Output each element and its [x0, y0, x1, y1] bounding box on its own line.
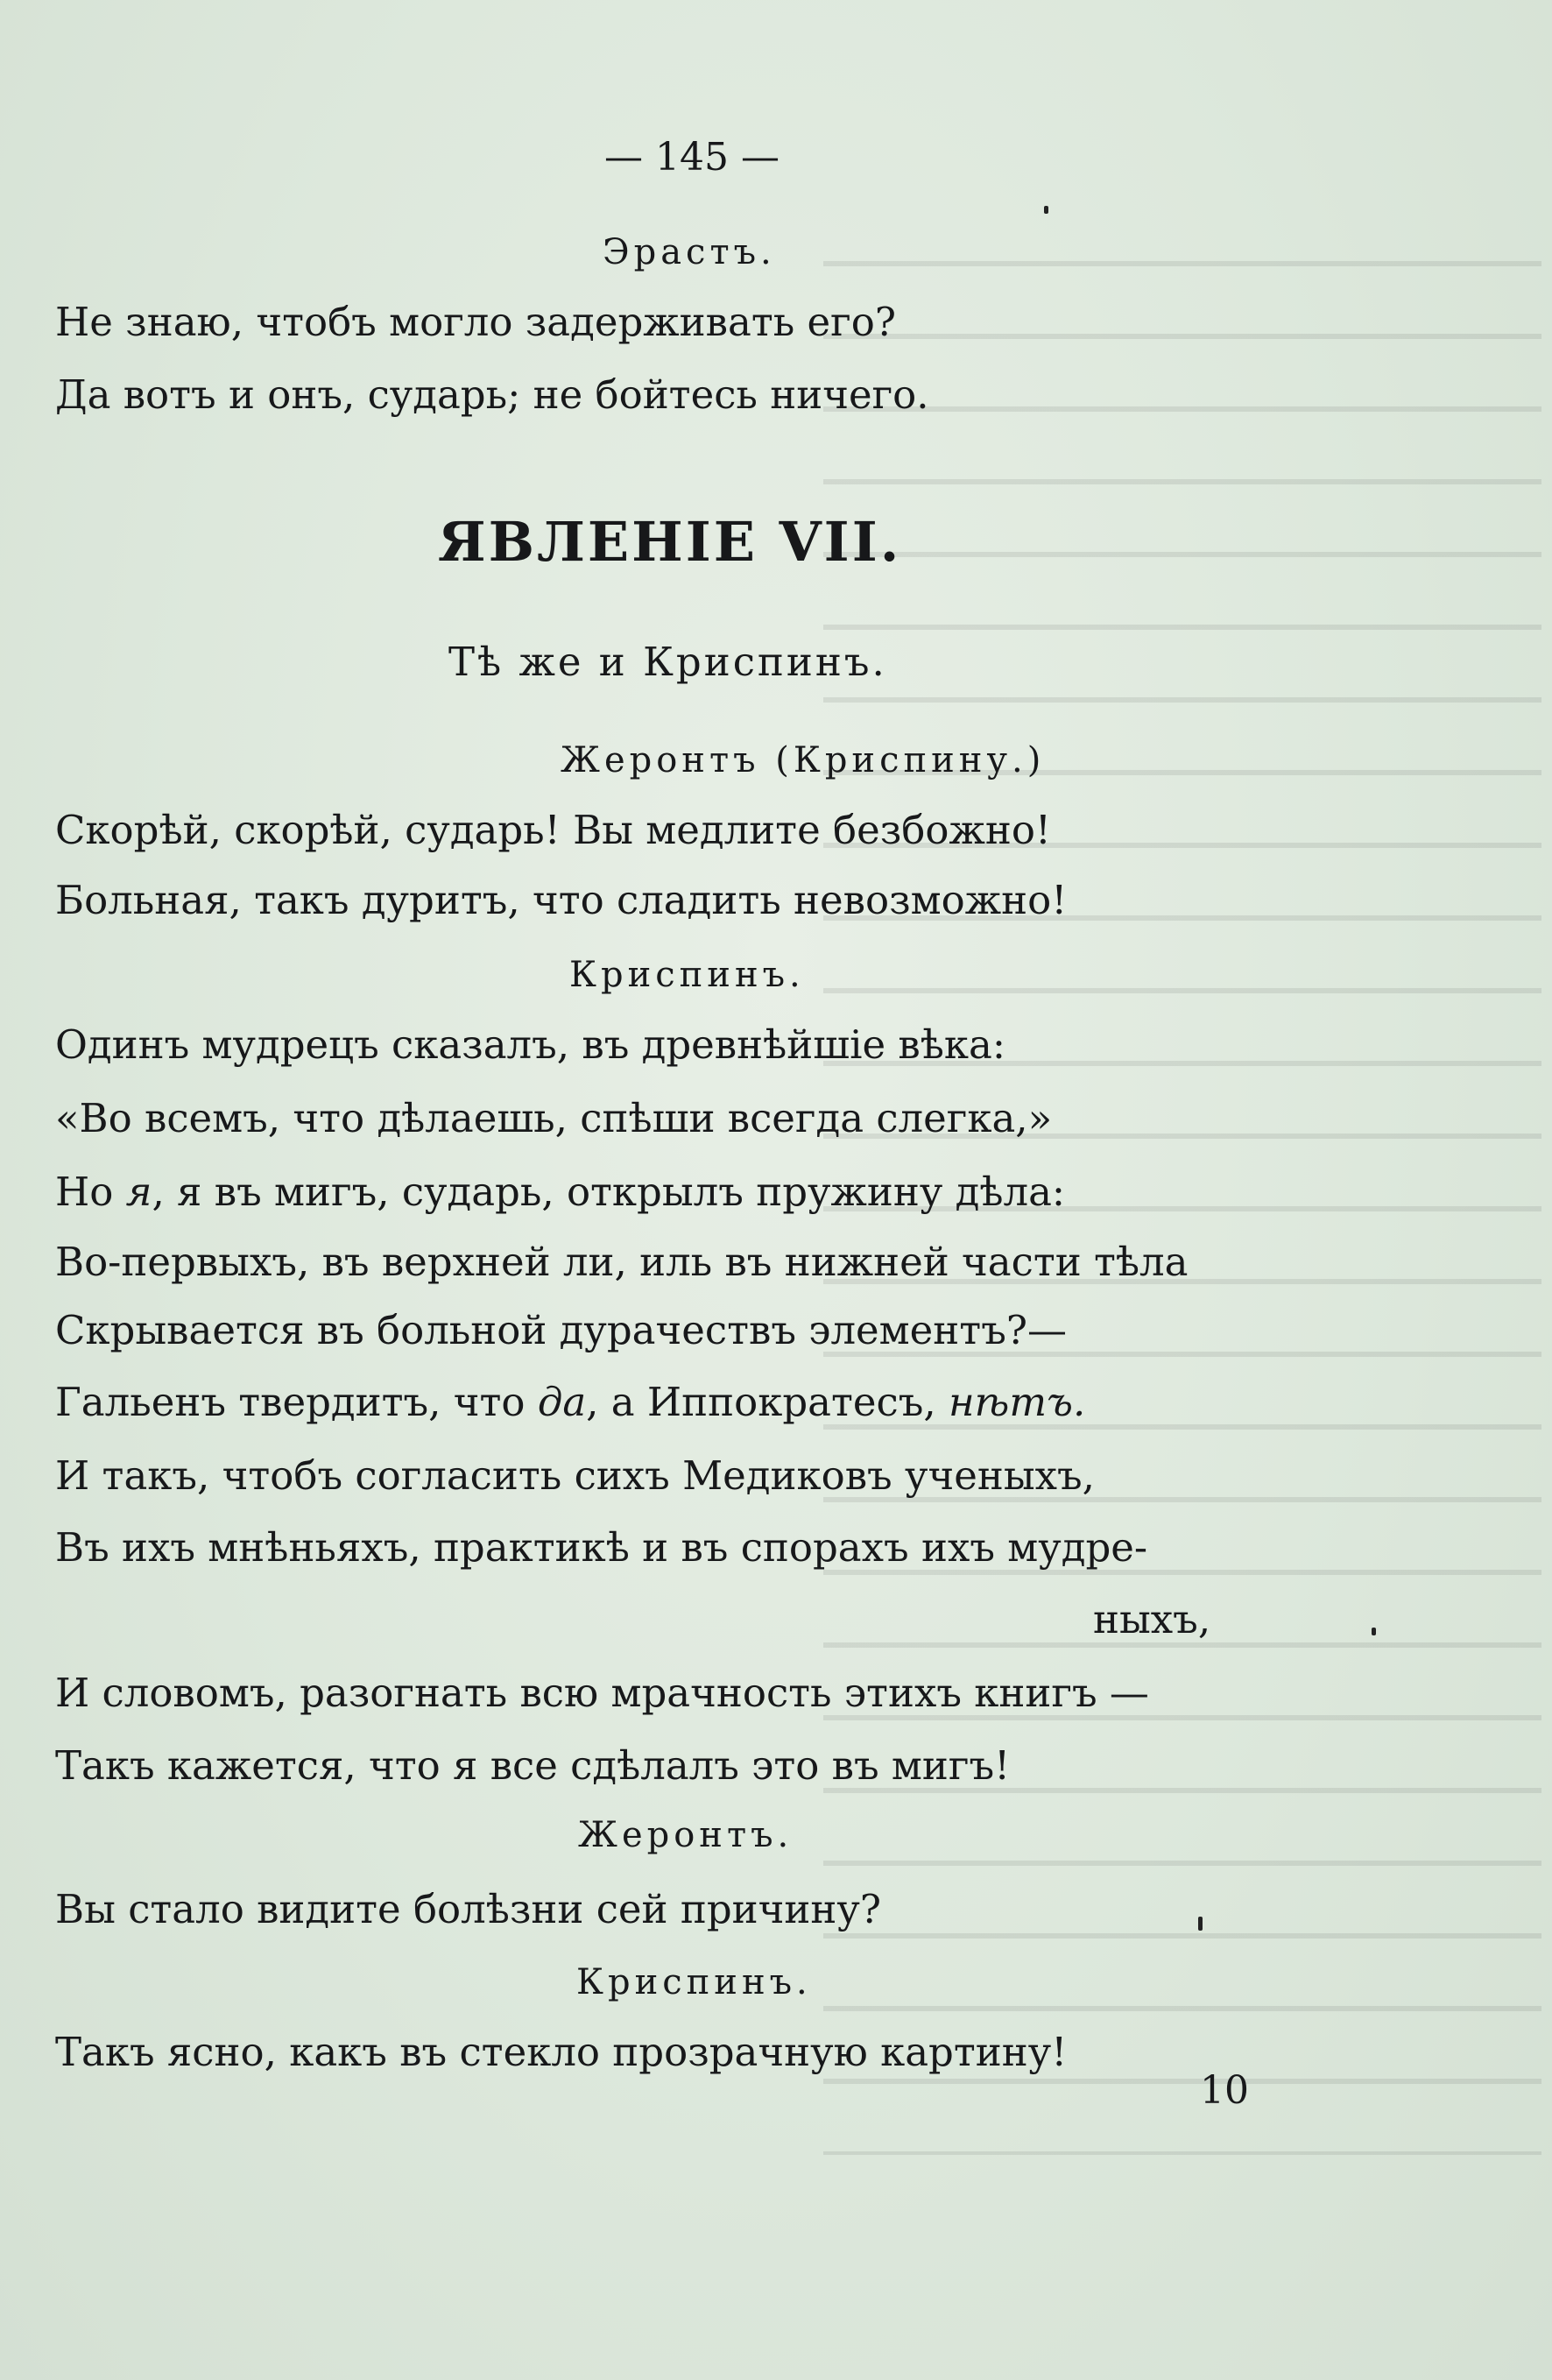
verse-line: «Во всемъ, что дѣлаешь, спѣши всегда слегка,»: [55, 1095, 1053, 1141]
text-segment: , я въ мигъ, сударь, открылъ пружину дѣла:: [152, 1169, 1066, 1215]
speaker-crispin: Криспинъ.: [569, 955, 805, 995]
verse-line: Скрывается въ больной дурачествъ элементъ?—: [55, 1307, 1067, 1353]
stage-direction: Тѣ же и Криспинъ.: [448, 639, 887, 685]
speaker-geront: Жеронтъ (Криспину.): [561, 740, 1046, 780]
emphasis-text: да: [537, 1379, 587, 1425]
text-segment: Гальенъ твердитъ, что: [55, 1379, 538, 1425]
verse-line: Такъ ясно, какъ въ стекло прозрачную картину!: [55, 2029, 1068, 2075]
verse-line-continuation: ныхъ,: [1093, 1596, 1211, 1642]
emphasis-text: я: [125, 1169, 152, 1215]
page-number: — 145 —: [604, 135, 780, 180]
speaker-geront: Жеронтъ.: [578, 1815, 794, 1855]
verse-line: Въ ихъ мнѣньяхъ, практикѣ и въ спорахъ ихъ мудре-: [55, 1524, 1148, 1571]
verse-line: И словомъ, разогнать всю мрачность этихъ книгъ —: [55, 1670, 1149, 1716]
scene-heading: ЯВЛЕНІЕ VII.: [438, 510, 902, 574]
ink-speck: [1044, 206, 1048, 214]
verse-line: [55, 1169, 1066, 1215]
ink-speck: [1198, 1917, 1203, 1931]
signature-mark: 10: [1200, 2068, 1249, 2113]
text-segment: Но: [55, 1169, 126, 1215]
verse-line: Да вотъ и онъ, сударь; не бойтесь ничего.: [55, 371, 929, 418]
verse-line: Вы стало видите болѣзни сей причину?: [55, 1886, 881, 1932]
verse-line: Больная, такъ дуритъ, что сладить невозможно!: [55, 877, 1068, 923]
verse-line: И такъ, чтобъ согласить сихъ Медиковъ ученыхъ,: [55, 1452, 1095, 1499]
verse-line: Одинъ мудрецъ сказалъ, въ древнѣйшіе вѣка:: [55, 1021, 1005, 1068]
ink-speck: [1372, 1628, 1376, 1635]
speaker-crispin: Криспинъ.: [576, 1962, 812, 2002]
verse-line: Во-первыхъ, въ верхней ли, иль въ нижней части тѣла: [55, 1239, 1189, 1285]
speaker-erast: Эрастъ.: [603, 232, 776, 272]
verse-line: Такъ кажется, что я все сдѣлалъ это въ мигъ!: [55, 1742, 1011, 1789]
verse-line: Скорѣй, скорѣй, сударь! Вы медлите безбожно!: [55, 807, 1052, 853]
verse-line: Не знаю, чтобъ могло задерживать его?: [55, 299, 896, 345]
emphasis-text: нѣтъ.: [948, 1379, 1086, 1425]
verse-line: [55, 1379, 1086, 1425]
text-segment: , а Иппократесъ,: [586, 1379, 949, 1425]
